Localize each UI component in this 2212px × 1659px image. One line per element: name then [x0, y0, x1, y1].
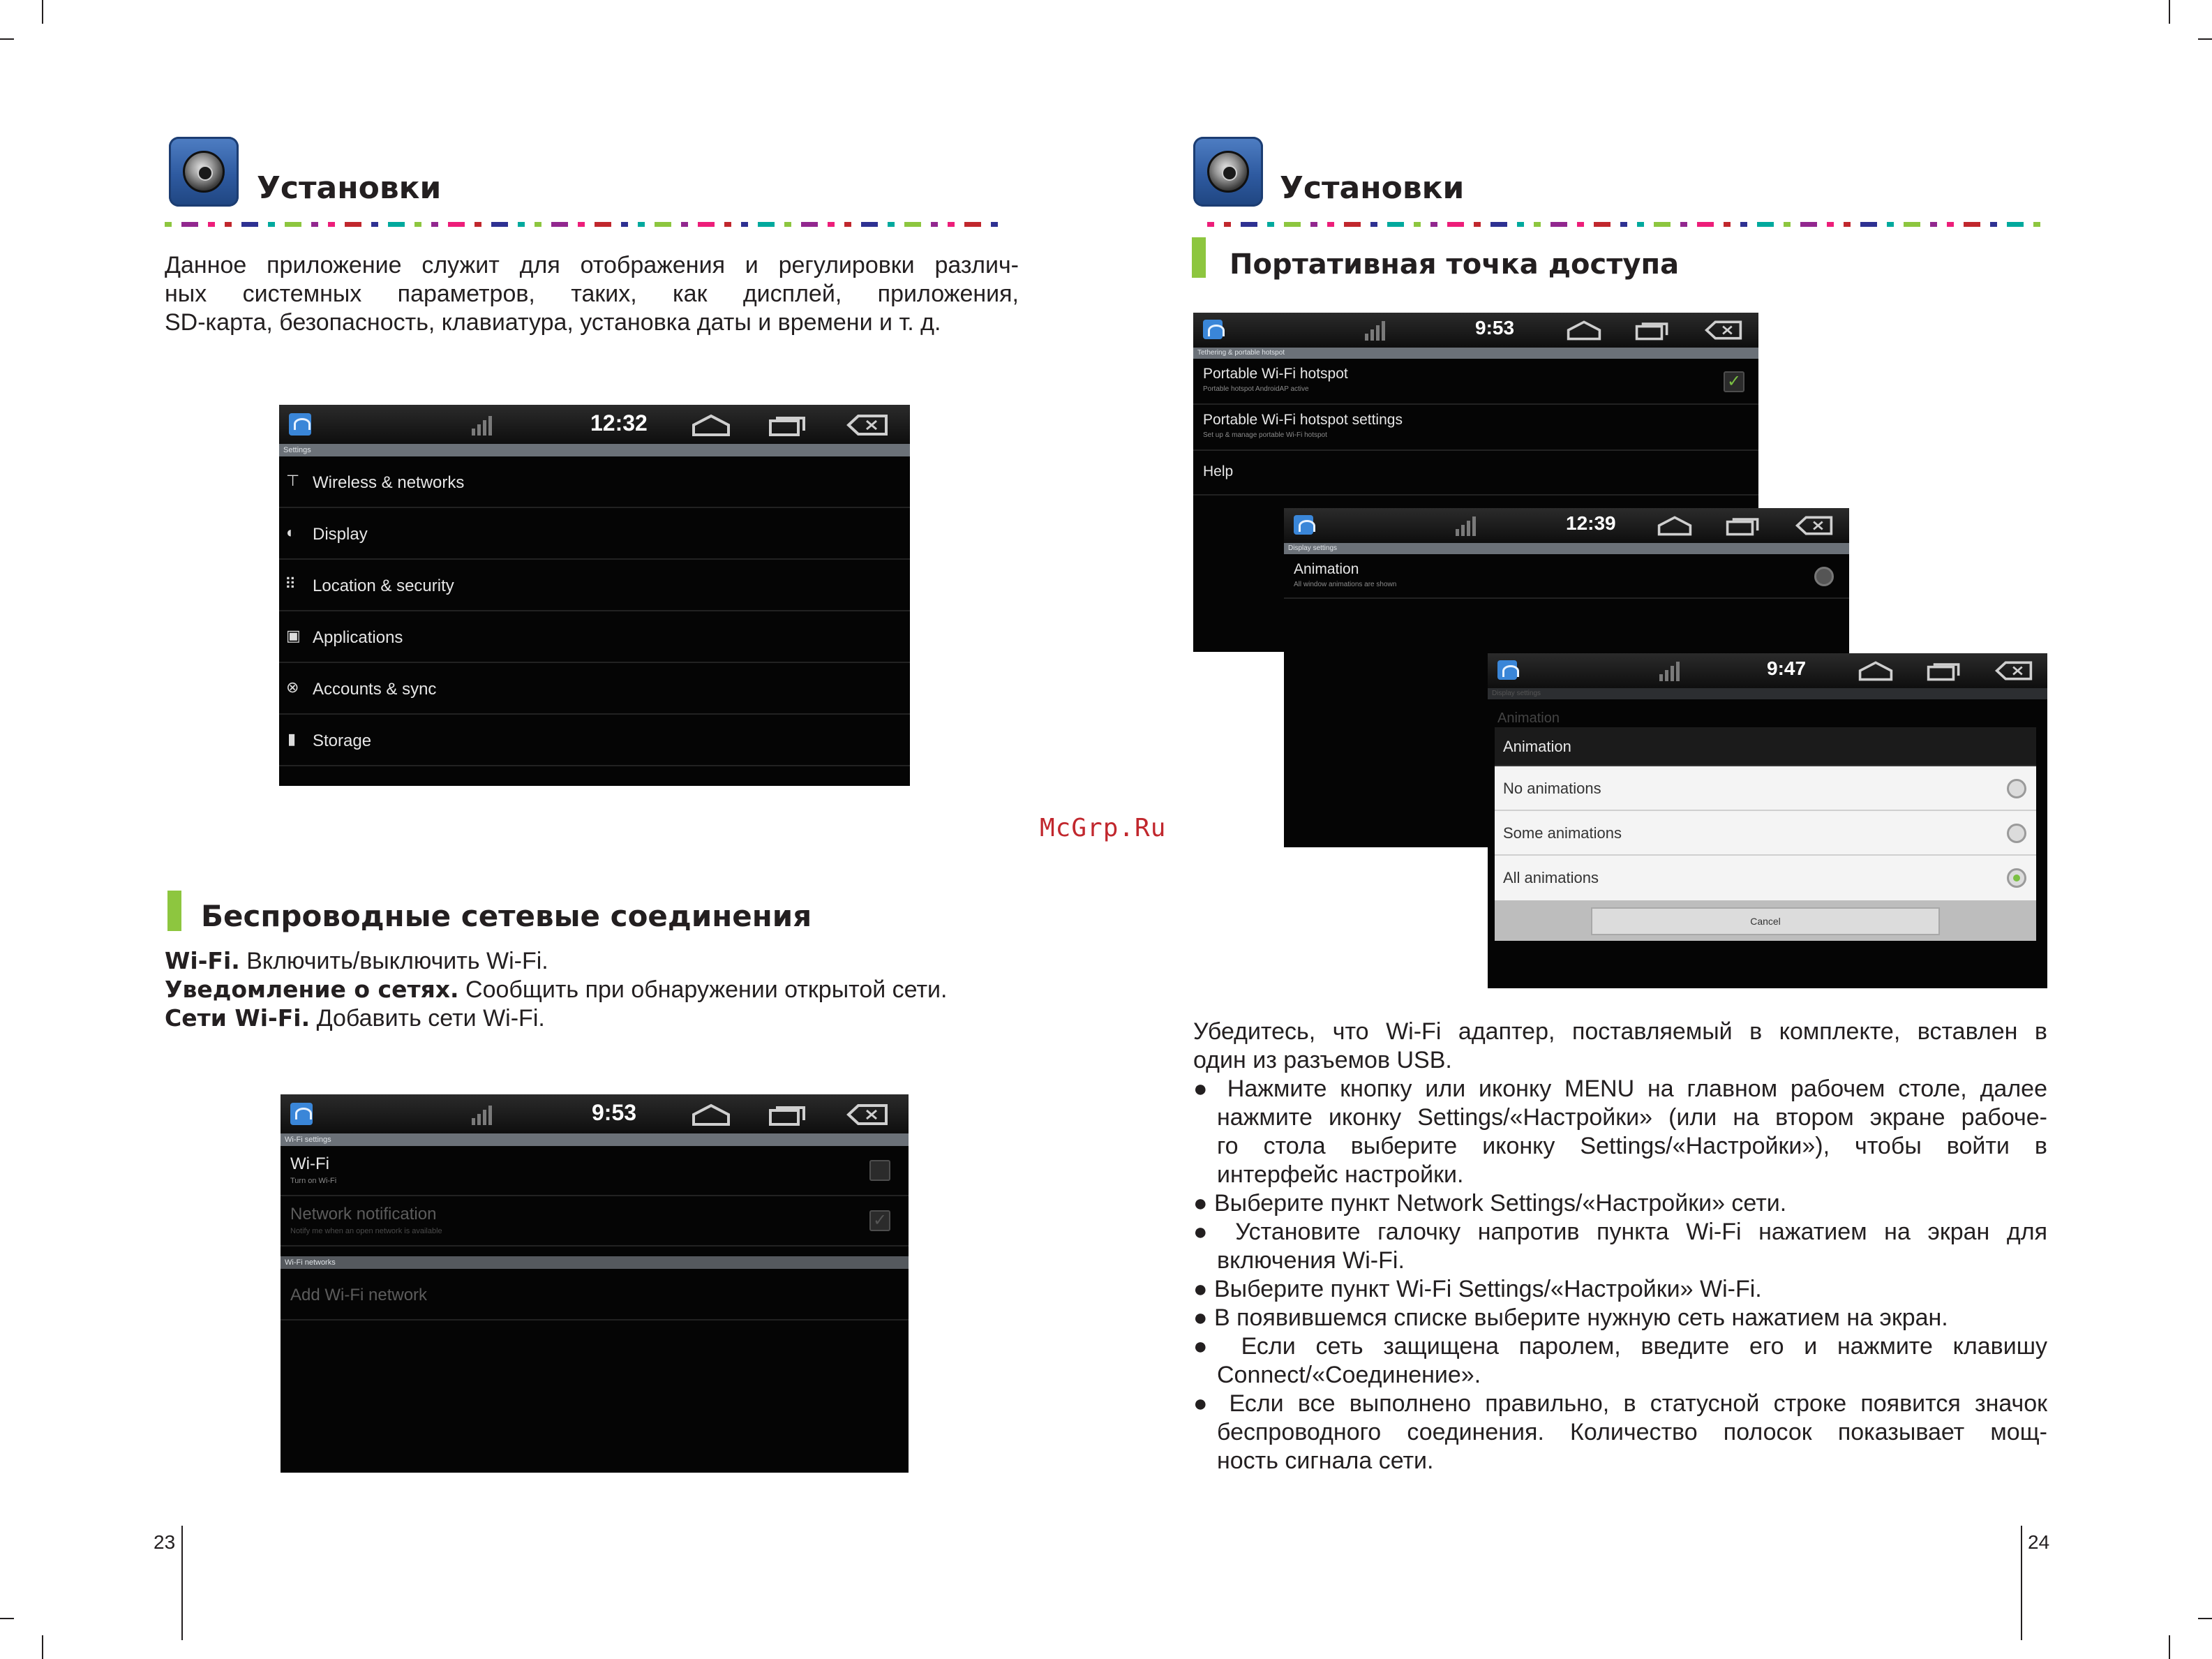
- divider-dash: [371, 222, 378, 227]
- section-marker: [167, 891, 181, 931]
- divider-dash: [328, 222, 335, 227]
- divider-dash: [241, 222, 258, 227]
- signal-icon: [472, 415, 495, 436]
- divider-dash: [1620, 222, 1627, 227]
- section-title-hotspot: Портативная точка доступа: [1230, 248, 1680, 281]
- section-marker: [1192, 237, 1206, 278]
- clock: 9:53: [592, 1100, 637, 1125]
- divider-dash: [578, 222, 585, 227]
- intro-line: ных системных параметров, таких, как дисплей, приложения,: [165, 281, 1019, 307]
- divider-dash: [1577, 222, 1584, 227]
- option-all-animations[interactable]: [1495, 856, 2036, 900]
- divider-dash: [1241, 222, 1257, 227]
- divider-dash: [1474, 222, 1481, 227]
- instruction-line: го стола выберите иконку Settings/«Настройки»), чтобы войти в: [1217, 1133, 2047, 1159]
- clock: 9:47: [1767, 657, 1807, 679]
- instruction-line: ● Выберите пункт Wi-Fi Settings/«Настройки» Wi-Fi.: [1193, 1276, 1762, 1302]
- status-bar: [1193, 313, 1758, 348]
- status-bar: [281, 1094, 909, 1133]
- divider-dash: [1990, 222, 1997, 227]
- recent-apps-icon[interactable]: [1926, 660, 1962, 681]
- divider-dash: [1310, 222, 1317, 227]
- instruction-line: беспроводного соединения. Количество полосок показывает мощ-: [1217, 1419, 2047, 1445]
- divider-dash: [448, 222, 465, 227]
- wifi-toggle-row[interactable]: [281, 1146, 909, 1196]
- cancel-button[interactable]: Cancel: [1591, 907, 1940, 935]
- clock: 12:39: [1566, 512, 1616, 534]
- divider-dash: [1207, 222, 1214, 227]
- divider-dash: [474, 222, 481, 227]
- divider-dash: [1844, 222, 1851, 227]
- option-label: All animations: [1503, 869, 1599, 886]
- divider-dash: [431, 222, 438, 227]
- section-title-wireless: Беспроводные сетевые соединения: [201, 899, 812, 933]
- divider-dash: [1534, 222, 1541, 227]
- back-icon[interactable]: [1704, 320, 1743, 341]
- divider-dash: [2033, 222, 2040, 227]
- divider-dash: [1697, 222, 1714, 227]
- network-notification-row[interactable]: [281, 1196, 909, 1247]
- dashed-divider-right: [1207, 222, 2045, 227]
- recent-apps-icon[interactable]: [1725, 515, 1761, 536]
- settings-item-storage[interactable]: [279, 715, 910, 766]
- watermark: McGrp.Ru: [1040, 814, 1167, 842]
- divider-dash: [1800, 222, 1817, 227]
- crop-mark: [2169, 1635, 2170, 1659]
- divider-dash: [208, 222, 215, 227]
- instruction-line: интерфейс настройки.: [1217, 1161, 1464, 1188]
- divider-dash: [388, 222, 405, 227]
- divider-dash: [285, 222, 301, 227]
- animation-sublabel: All window animations are shown: [1294, 581, 1397, 588]
- crop-mark: [42, 0, 43, 24]
- divider-dash: [1887, 222, 1894, 227]
- animation-dialog-screenshot: [1488, 653, 2047, 988]
- intro-paragraph: [165, 251, 1019, 337]
- animation-row[interactable]: [1284, 554, 1849, 599]
- divider-dash: [1387, 222, 1404, 227]
- hotspot-sublabel: Portable hotspot AndroidAP active: [1203, 385, 1309, 393]
- instruction-line: ● Установите галочку напротив пункта Wi-Fi нажатием на экран для: [1193, 1219, 2047, 1245]
- divider-dash: [414, 222, 421, 227]
- divider-dash: [1344, 222, 1361, 227]
- settings-item-wireless[interactable]: [279, 456, 910, 508]
- settings-app-icon: [169, 137, 239, 207]
- crop-mark: [2169, 0, 2170, 24]
- home-icon[interactable]: [1858, 660, 1894, 681]
- divider-dash: [181, 222, 198, 227]
- settings-item-accounts[interactable]: [279, 663, 910, 715]
- settings-item-label: Wireless & networks: [313, 473, 465, 492]
- instruction-line: ● Если сеть защищена паролем, введите его и нажмите клавишу: [1193, 1333, 2047, 1360]
- instruction-line: ● Нажмите кнопку или иконку MENU на главном рабочем столе, далее: [1193, 1076, 2047, 1102]
- divider-dash: [1680, 222, 1687, 227]
- instruction-line: включения Wi-Fi.: [1217, 1247, 1405, 1274]
- list-header: Wi-Fi networks: [281, 1256, 909, 1269]
- settings-item-label: Location & security: [313, 576, 454, 595]
- page-number-left: 23: [154, 1531, 176, 1553]
- dialog-title: Animation: [1495, 727, 2036, 766]
- divider-dash: [1267, 222, 1274, 227]
- option-label: No animations: [1503, 780, 1601, 797]
- instruction-line: ность сигнала сети.: [1217, 1448, 1434, 1474]
- home-icon[interactable]: [1566, 320, 1602, 341]
- storage-icon: ▮: [287, 730, 297, 747]
- settings-item-location[interactable]: [279, 560, 910, 611]
- divider-dash: [1784, 222, 1791, 227]
- sync-icon: ⊗: [286, 678, 299, 696]
- divider-dash: [1490, 222, 1507, 227]
- intro-line: Данное приложение служит для отображения и регулировки различ-: [165, 252, 1019, 278]
- page-number-right: 24: [2028, 1531, 2050, 1553]
- divider-dash: [1860, 222, 1877, 227]
- definition-term: Уведомление о сетях.: [165, 976, 459, 1003]
- home-icon[interactable]: [1657, 515, 1693, 536]
- divider-dash: [268, 222, 275, 227]
- instruction-line: ● Если все выполнено правильно, в статусной строке появится значок: [1193, 1390, 2047, 1417]
- instruction-line: один из разъемов USB.: [1193, 1047, 1452, 1073]
- list-header: Display settings: [1488, 688, 2047, 699]
- option-radio[interactable]: [2007, 824, 2026, 843]
- crop-mark: [0, 38, 14, 40]
- divider-dash: [1594, 222, 1611, 227]
- grid-icon: ⠿: [285, 575, 297, 593]
- divider-dash: [1964, 222, 1980, 227]
- option-radio[interactable]: [2007, 779, 2026, 798]
- divider-dash: [1370, 222, 1377, 227]
- definition-text: Включить/выключить Wi-Fi.: [239, 948, 548, 974]
- divider-dash: [1430, 222, 1437, 227]
- page-title-left: Установки: [257, 170, 442, 206]
- back-icon[interactable]: [1795, 515, 1834, 536]
- divider-dash: [1654, 222, 1671, 227]
- hotspot-settings-row[interactable]: [1193, 405, 1758, 451]
- definition-line: [165, 1004, 1037, 1032]
- back-icon[interactable]: [846, 1103, 889, 1126]
- divider-dash: [828, 222, 835, 227]
- help-row[interactable]: [1193, 451, 1758, 496]
- divider-dash: [491, 222, 508, 227]
- antenna-icon: ⊤: [286, 472, 300, 489]
- status-bar: [1488, 653, 2047, 688]
- divider-dash: [724, 222, 731, 227]
- wifi-status-icon: [1497, 660, 1517, 680]
- signal-icon: [472, 1104, 495, 1125]
- signal-icon: [1659, 660, 1683, 681]
- wifi-settings-screenshot: [281, 1094, 909, 1473]
- divider-dash: [1447, 222, 1464, 227]
- wifi-definitions: [165, 946, 1037, 1032]
- display-icon: ◐: [286, 523, 296, 541]
- settings-app-icon: [1193, 137, 1263, 207]
- animation-indicator: [1814, 567, 1834, 586]
- crop-mark: [0, 1618, 14, 1619]
- divider-dash: [1517, 222, 1524, 227]
- option-label: Some animations: [1503, 824, 1622, 842]
- intro-line: SD-карта, безопасность, клавиатура, установка даты и времени и т. д.: [165, 309, 941, 336]
- divider-dash: [698, 222, 715, 227]
- home-icon[interactable]: [691, 414, 731, 436]
- instruction-line: Убедитесь, что Wi-Fi адаптер, поставляемый в комплекте, вставлен в: [1193, 1018, 2047, 1045]
- list-header: Settings: [279, 444, 910, 456]
- divider-dash: [345, 222, 361, 227]
- divider-dash: [1740, 222, 1747, 227]
- settings-item-display[interactable]: [279, 508, 910, 560]
- divider-dash: [991, 222, 998, 227]
- divider-dash: [1827, 222, 1834, 227]
- hotspot-settings-label: Portable Wi-Fi hotspot settings: [1203, 412, 1403, 428]
- clock: 9:53: [1475, 317, 1515, 339]
- settings-screenshot: [279, 405, 910, 786]
- hotspot-checkbox[interactable]: ✓: [1724, 371, 1744, 392]
- settings-item-applications[interactable]: [279, 611, 910, 663]
- home-icon[interactable]: [691, 1103, 731, 1126]
- add-network-row[interactable]: [281, 1269, 909, 1320]
- definition-line: [165, 975, 1037, 1004]
- definition-term: Сети Wi-Fi.: [165, 1004, 311, 1032]
- divider-dash: [638, 222, 645, 227]
- instruction-line: нажмите иконку Settings/«Настройки» (или на втором экране рабоче-: [1217, 1104, 2047, 1131]
- instruction-line: ● Выберите пункт Network Settings/«Настройки» сети.: [1193, 1190, 1787, 1217]
- list-header: Display settings: [1284, 543, 1849, 554]
- divider-dash: [931, 222, 938, 227]
- divider-dash: [844, 222, 851, 227]
- divider-dash: [1284, 222, 1301, 227]
- divider-dash: [551, 222, 568, 227]
- wifi-label: Wi-Fi: [290, 1154, 329, 1173]
- option-radio-selected[interactable]: [2007, 868, 2026, 888]
- definition-text: Сообщить при обнаружении открытой сети.: [458, 976, 948, 1003]
- instruction-line: Connect/«Соединение».: [1217, 1362, 1481, 1388]
- notification-checkbox[interactable]: ✓: [869, 1210, 890, 1231]
- definition-line: [165, 946, 1037, 975]
- option-no-animations[interactable]: [1495, 766, 2036, 811]
- notification-sublabel: Notify me when an open network is available: [290, 1227, 442, 1235]
- divider-dash: [904, 222, 921, 227]
- divider-dash: [225, 222, 232, 227]
- wifi-status-icon: [289, 413, 311, 436]
- signal-icon: [1365, 320, 1389, 341]
- help-label: Help: [1203, 463, 1234, 479]
- divider-dash: [1930, 222, 1937, 227]
- divider-dash: [1327, 222, 1334, 227]
- divider-dash: [535, 222, 541, 227]
- divider-dash: [1414, 222, 1421, 227]
- settings-item-label: Display: [313, 525, 368, 544]
- divider-dash: [1757, 222, 1774, 227]
- page-title-right: Установки: [1280, 170, 1465, 206]
- divider-dash: [655, 222, 671, 227]
- page-rule-right: [2021, 1526, 2022, 1640]
- dashed-divider-left: [165, 222, 1009, 227]
- divider-dash: [741, 222, 748, 227]
- divider-dash: [595, 222, 611, 227]
- add-network-label: Add Wi-Fi network: [290, 1286, 428, 1304]
- divider-dash: [518, 222, 525, 227]
- animation-label: Animation: [1294, 561, 1359, 577]
- page-rule-left: [181, 1526, 183, 1640]
- divider-dash: [948, 222, 955, 227]
- settings-item-label: Applications: [313, 628, 403, 647]
- divider-dash: [1550, 222, 1567, 227]
- divider-dash: [758, 222, 775, 227]
- crop-mark: [2198, 38, 2212, 40]
- recent-apps-icon[interactable]: [768, 1103, 808, 1126]
- recent-apps-icon[interactable]: [1634, 320, 1671, 341]
- divider-dash: [888, 222, 895, 227]
- hotspot-label: Portable Wi-Fi hotspot: [1203, 366, 1348, 382]
- status-bar: [1284, 508, 1849, 543]
- divider-dash: [681, 222, 688, 227]
- definition-term: Wi-Fi.: [165, 947, 240, 974]
- divider-dash: [311, 222, 318, 227]
- divider-dash: [165, 222, 172, 227]
- instructions: [1193, 1018, 2047, 1475]
- list-header: Wi-Fi settings: [281, 1133, 909, 1146]
- divider-dash: [1224, 222, 1231, 227]
- divider-dash: [1904, 222, 1920, 227]
- portable-hotspot-row[interactable]: [1193, 359, 1758, 405]
- animation-dialog: [1495, 727, 2036, 900]
- divider-dash: [784, 222, 791, 227]
- wifi-status-icon: [1294, 515, 1313, 535]
- back-icon[interactable]: [1994, 660, 2033, 681]
- crop-mark: [2198, 1618, 2212, 1619]
- definition-text: Добавить сети Wi-Fi.: [310, 1005, 545, 1032]
- divider-dash: [801, 222, 818, 227]
- wifi-checkbox[interactable]: [869, 1160, 890, 1181]
- settings-item-label: Storage: [313, 731, 372, 750]
- wifi-status-icon: [290, 1103, 313, 1125]
- signal-icon: [1456, 515, 1479, 536]
- divider-dash: [1947, 222, 1954, 227]
- applications-icon: ▣: [286, 627, 301, 644]
- dialog-footer: [1495, 900, 2036, 941]
- option-some-animations[interactable]: [1495, 811, 2036, 856]
- status-bar: [279, 405, 910, 444]
- divider-dash: [964, 222, 981, 227]
- divider-dash: [1637, 222, 1644, 227]
- divider-dash: [861, 222, 878, 227]
- background-animation-label: Animation: [1497, 711, 1560, 726]
- crop-mark: [42, 1635, 43, 1659]
- divider-dash: [1724, 222, 1731, 227]
- hotspot-settings-sublabel: Set up & manage portable Wi-Fi hotspot: [1203, 431, 1327, 439]
- divider-dash: [621, 222, 628, 227]
- clock: 12:32: [590, 410, 648, 436]
- back-icon[interactable]: [846, 414, 889, 436]
- list-header: Tethering & portable hotspot: [1193, 348, 1758, 359]
- instruction-line: ● В появившемся списке выберите нужную сеть нажатием на экран.: [1193, 1304, 1948, 1331]
- settings-item-label: Accounts & sync: [313, 680, 437, 699]
- wifi-status-icon: [1203, 320, 1223, 339]
- recent-apps-icon[interactable]: [768, 414, 808, 436]
- divider-dash: [2007, 222, 2024, 227]
- wifi-sublabel: Turn on Wi-Fi: [290, 1177, 337, 1185]
- notification-label: Network notification: [290, 1205, 437, 1223]
